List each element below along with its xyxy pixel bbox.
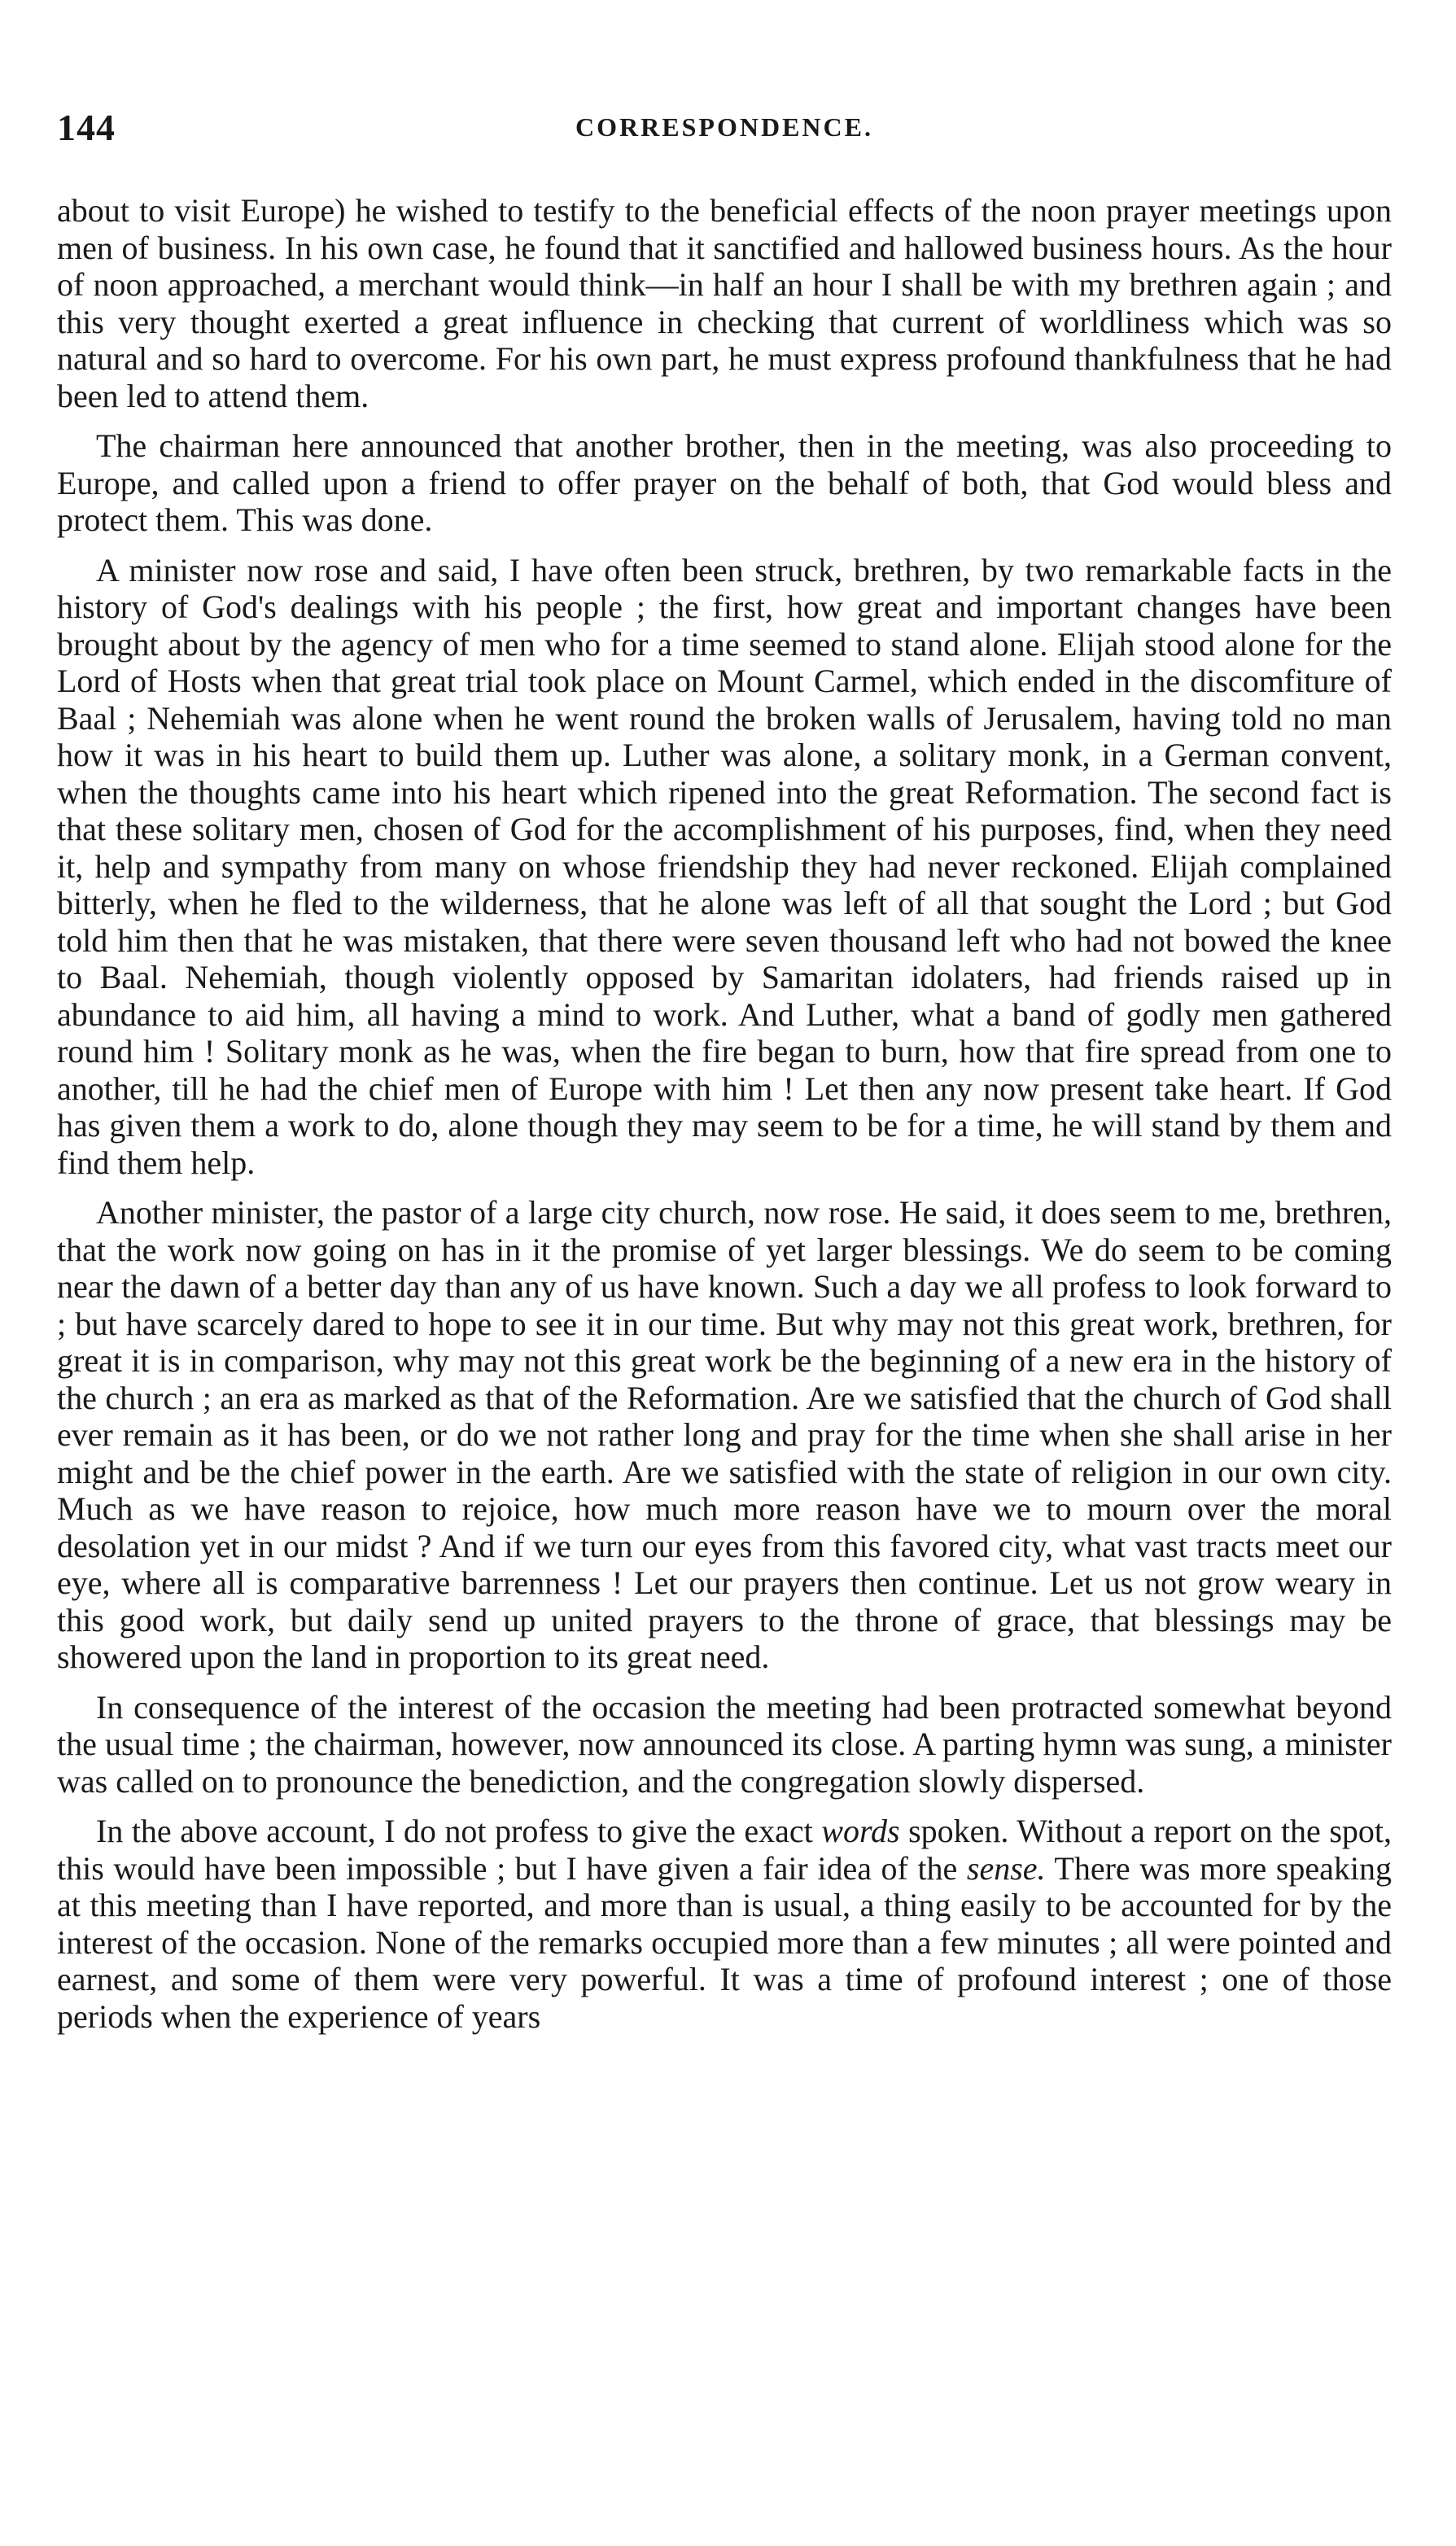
paragraph-account-note	[57, 1813, 1392, 2035]
paragraph-continued: about to visit Europe) he wished to testify to the beneficial effects of the noon prayer meetings upon men of business. In his own case, he found that it sanctified and hallowed business hours. As the hour of noon approached, a merchant would think—in half an hour I shall be with my brethren again ; and this very thought exerted a great influence in checking that current of worldliness which was so natural and so hard to overcome. For his own part, he must express profound thankfulness that he had been led to attend them.	[57, 192, 1392, 414]
account-note-text-2: spoken. Without a report on the spot, this would have been impossible ; but I have given a fair idea of the	[57, 1813, 1392, 1887]
account-note-text-1: In the above account, I do not profess to give the exact	[96, 1813, 822, 1849]
paragraph-first-minister: A minister now rose and said, I have often been struck, brethren, by two remarkable facts in the history of God's dealings with his people ; the first, how great and important changes have been brought about by the agency of men who for a time seemed to stand alone. Elijah stood alone for the Lord of Hosts when that great trial took place on Mount Carmel, which ended in the discomfiture of Baal ; Nehemiah was alone when he went round the broken walls of Jerusalem, having told no man how it was in his heart to build them up. Luther was alone, a solitary monk, in a German convent, when the thoughts came into his heart which ripened into the great Reformation. The second fact is that these solitary men, chosen of God for the accomplishment of his purposes, find, when they need it, help and sympathy from many on whose friendship they had never reckoned. Elijah complained bitterly, when he fled to the wilderness, that he alone was left of all that sought the Lord ; but God told him then that he was mistaken, that there were seven thousand left who had not bowed the knee to Baal. Nehemiah, though violently opposed by Samaritan idolaters, had friends raised up in abundance to aid him, all having a mind to work. And Luther, what a band of godly men gathered round him ! Solitary monk as he was, when the fire began to burn, how that fire spread from one to another, till he had the chief men of Europe with him ! Let then any now present take heart. If God has given them a work to do, alone though they may seem to be for a time, he will stand by them and find them help.	[57, 551, 1392, 1181]
running-head	[57, 106, 1392, 163]
page-number: 144	[57, 107, 116, 148]
account-note-emphasis-words: words	[821, 1813, 900, 1849]
account-note-emphasis-sense: sense.	[966, 1849, 1046, 1887]
running-title: CORRESPONDENCE.	[575, 112, 873, 142]
account-note-text-3: There was more speaking at this meeting than I have reported, and more than is usual, a thing easily to be accounted for by the interest of the occasion. None of the remarks occupied more than a few minutes ; all were pointed and earnest, and some of them were very powerful. It was a time of profound interest ; one of those periods when the experience of years	[57, 1849, 1393, 2035]
paragraph-meeting-close: In consequence of the interest of the occasion the meeting had been protracted somewhat beyond the usual time ; the chairman, however, now announced its close. A parting hymn was sung, a minister was called on to pronounce the benediction, and the congregation slowly dispersed.	[57, 1688, 1392, 1800]
paragraph-chairman-announcement: The chairman here announced that another brother, then in the meeting, was also proceeding to Europe, and called upon a friend to offer prayer on the behalf of both, that God would bless and protect them. This was done.	[57, 427, 1392, 538]
document-page	[57, 106, 1392, 2048]
body-text	[57, 192, 1392, 2035]
paragraph-second-minister: Another minister, the pastor of a large city church, now rose. He said, it does seem to me, brethren, that the work now going on has in it the promise of yet larger blessings. We do seem to be coming near the dawn of a better day than any of us have known. Such a day we all profess to look forward to ; but have scarcely dared to hope to see it in our time. But why may not this great work, brethren, for great it is in comparison, why may not this great work be the beginning of a new era in the history of the church ; an era as marked as that of the Reformation. Are we satisfied that the church of God shall ever remain as it has been, or do we not rather long and pray for the time when she shall arise in her might and be the chief power in the earth. Are we satisfied with the state of religion in our own city. Much as we have reason to rejoice, how much more reason have we to mourn over the moral desolation yet in our midst ? And if we turn our eyes from this favored city, what vast tracts meet our eye, where all is comparative barrenness ! Let our prayers then continue. Let us not grow weary in this good work, but daily send up united prayers to the throne of grace, that blessings may be showered upon the land in proportion to its great need.	[57, 1194, 1392, 1675]
